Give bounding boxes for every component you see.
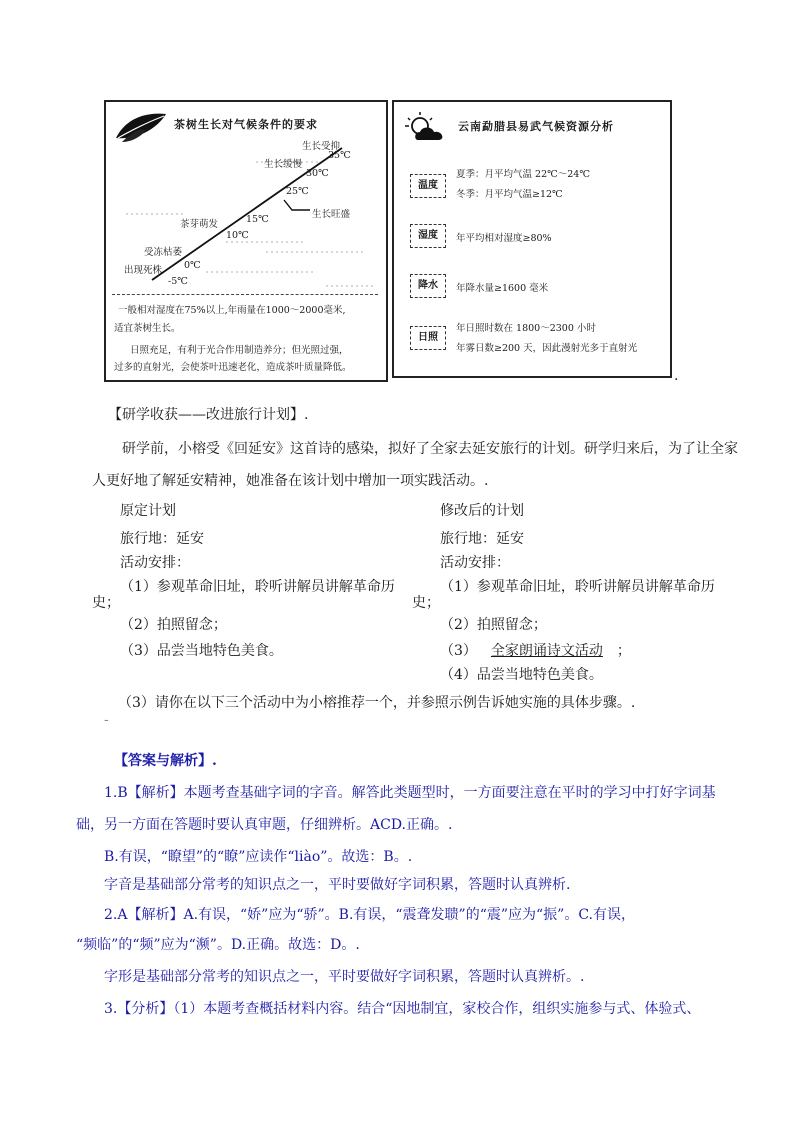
modified-plan-item-1-cont: 史； [412,595,440,611]
answer-line: 2.A【解析】A.有误，“娇”应为“骄”。B.有误，“震聋发聩”的“震”应为“振”。C.有误， [104,907,636,923]
sun-cloud-icon [400,110,450,146]
temp-15: 15℃ [246,214,269,225]
answer-line: 1.B【解析】本题考查基础字词的字音。解答此类题型时，一方面要注意在平时的学习中打好字词基 [104,785,716,801]
original-plan-item-3: （3）品尝当地特色美食。 [120,643,283,659]
temp-10: 10℃ [226,230,249,241]
answer-line: “频临”的“频”应为“濒”。D.正确。故选：D。. [76,937,360,953]
answer-line: B.有误，“瞭望”的“瞭”应读作“liào”。故选：B。. [104,849,413,865]
answer-line: 字形是基础部分常考的知识点之一，平时要做好字词积累，答题时认真辨析。. [104,969,585,985]
intro-line-2: 人更好地了解延安精神，她准备在该计划中增加一项实践活动。. [92,473,489,489]
figure-dot: . [674,368,679,384]
item-3-prefix: （3） [440,643,477,659]
dash-mark: - [104,712,109,728]
original-plan-place: 旅行地：延安 [120,531,204,547]
label-slow: 生长缓慢 [264,159,303,170]
figure-title: 云南勐腊县易武气候资源分析 [458,120,614,133]
original-plan-title: 原定计划 [120,503,176,519]
temp-35: 35℃ [328,150,351,161]
section-heading: 【研学收获——改进旅行计划】. [108,407,309,423]
modified-plan-item-1: （1）参观革命旧址，聆听讲解员讲解革命历 [440,579,715,595]
note-sunlight: 日照充足，有利于光合作用制造养分；但光照过强， [130,345,349,356]
label-sprout: 茶芽萌发 [180,219,219,230]
sunshine-line-2: 年雾日数≥200 天，因此漫射光多于直射光 [456,343,638,354]
temp-line-1: 夏季：月平均气温 22℃～24℃ [456,169,590,180]
label-death: 出现死株 [124,265,163,276]
modified-plan-place: 旅行地：延安 [440,531,524,547]
answer-heading: 【答案与解析】. [114,753,217,769]
precip-line: 年降水量≥1600 毫米 [456,283,549,294]
sunshine-line-1: 年日照时数在 1800～2300 小时 [456,323,596,334]
tag-precipitation: 降水 [410,274,446,298]
tag-sunshine: 日照 [410,326,446,350]
temp-30: 30℃ [306,168,329,179]
modified-plan-item-3 [440,640,631,660]
note-humidity: 一般相对湿度在75%以上,年雨量在1000～2000毫米, [118,305,346,316]
question-3: （3）请你在以下三个活动中为小榕推荐一个，并参照示例告诉她实施的具体步骤。. [118,695,636,711]
modified-plan-item-4: （4）品尝当地特色美食。 [440,667,603,683]
tag-humidity: 湿度 [410,224,446,248]
item-3-suffix: ； [616,643,631,659]
tag-temperature: 温度 [410,174,446,198]
climate-analysis-figure [392,100,672,378]
original-plan-arrange: 活动安排： [120,555,190,571]
modified-plan-item-2: （2）拍照留念； [440,617,547,633]
answer-line: 3.【分析】（1）本题考查概括材料内容。结合“因地制宜，家校合作，组织实施参与式、体验式、 [104,1001,701,1017]
answer-line: 础，另一方面在答题时要认真审题，仔细辨析。ACD.正确。. [76,817,453,833]
temp-0: 0℃ [184,260,201,271]
original-plan-item-2: （2）拍照留念； [120,617,227,633]
temp-line-2: 冬季：月平均气温≥12℃ [456,189,563,200]
label-freeze: 受冻枯萎 [144,247,183,258]
temp-25: 25℃ [286,186,309,197]
note-humidity-2: 适宜茶树生长。 [114,323,181,334]
modified-plan-title: 修改后的计划 [440,503,524,519]
temp-minus-5: -5℃ [168,276,188,287]
original-plan-item-1: （1）参观革命旧址，聆听讲解员讲解革命历 [120,579,395,595]
label-fast: 生长旺盛 [312,209,351,220]
tea-climate-figure [104,100,388,382]
figure-title: 茶树生长对气候条件的要求 [174,118,318,131]
divider [112,294,378,295]
original-plan-item-1-cont: 史； [92,595,120,611]
note-sunlight-2: 过多的直射光，会使茶叶迅速老化，造成茶叶质量降低。 [114,362,352,373]
humidity-line: 年平均相对湿度≥80% [456,233,552,244]
intro-line-1: 研学前，小榕受《回延安》这首诗的感染，拟好了全家去延安旅行的计划。研学归来后，为了让全家 [122,441,738,457]
label-stop: 生长受抑 [302,141,341,152]
modified-plan-arrange: 活动安排： [440,555,510,571]
item-3-filled-answer: 全家朗诵诗文活动 [490,643,603,659]
answer-line: 字音是基础部分常考的知识点之一，平时要做好字词积累，答题时认真辨析. [104,877,571,893]
